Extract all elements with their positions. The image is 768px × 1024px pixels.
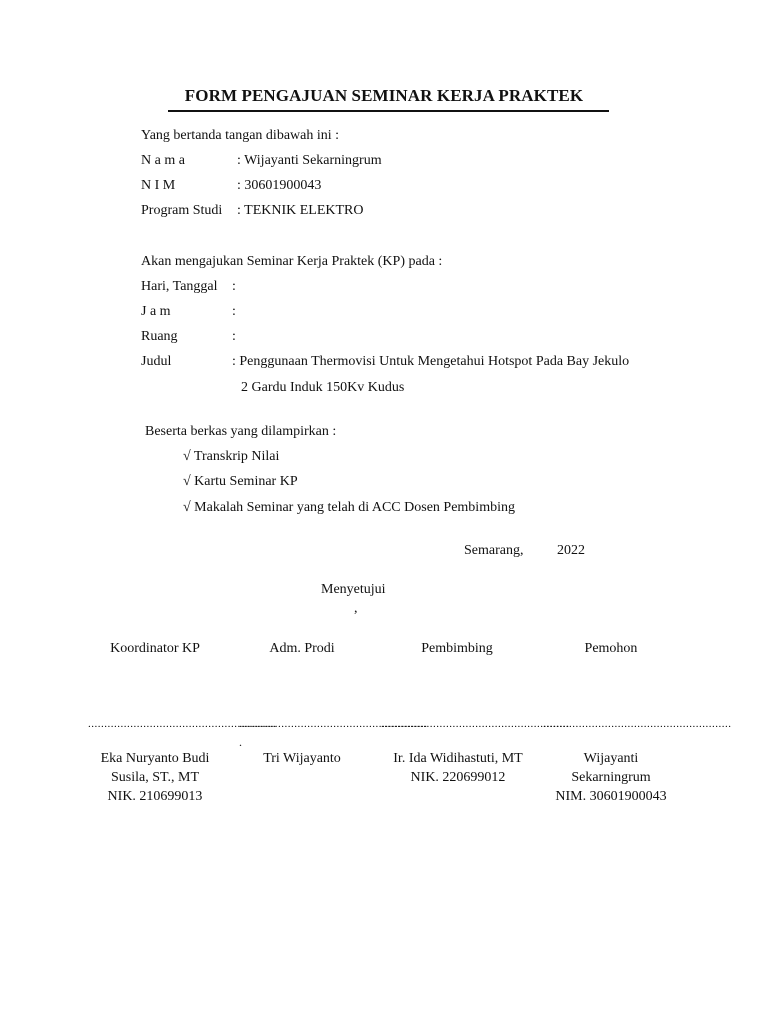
approval-text: Menyetujui <box>321 582 386 597</box>
seminar-intro: Akan mengajukan Seminar Kerja Praktek (KP) pada : <box>141 254 443 269</box>
intro-text: Yang bertanda tangan dibawah ini : <box>141 128 340 143</box>
name-value: : Wijayanti Sekarningrum <box>237 153 382 168</box>
signature-line-adm-prodi: .......................................................... <box>239 718 428 730</box>
signature-line-koordinator: .......................................................... <box>88 718 277 730</box>
role-pembimbing: Pembimbing <box>421 641 493 656</box>
judul-value-line1: : Penggunaan Thermovisi Untuk Mengetahui Hotspot Pada Bay Jekulo <box>232 354 630 369</box>
title-underline <box>168 110 609 112</box>
attachment-item: √ Transkrip Nilai <box>183 449 280 464</box>
approval-mark: , <box>354 601 358 616</box>
nim-value: : 30601900043 <box>237 178 322 193</box>
role-koordinator: Koordinator KP <box>110 641 200 656</box>
signature-line-pemohon: .......................................................... <box>543 718 732 730</box>
date-value: : <box>232 279 236 294</box>
time-value: : <box>232 304 236 319</box>
place-text: Semarang, <box>464 543 524 558</box>
nim-label: N I M <box>141 178 176 193</box>
room-label: Ruang <box>141 329 178 344</box>
signatory-koordinator <box>85 752 225 809</box>
signatory-name-line: Sekarningrum <box>571 770 651 785</box>
signatory-name-line: Susila, ST., MT <box>110 770 200 785</box>
signature-line-pembimbing: .......................................................... <box>381 718 570 730</box>
signatory-name-line: Wijayanti <box>583 751 639 766</box>
role-adm-prodi: Adm. Prodi <box>269 641 335 656</box>
signatory-adm-prodi <box>232 752 372 771</box>
signatory-id: NIK. 210699013 <box>107 789 203 804</box>
time-label: J a m <box>141 304 171 319</box>
role-pemohon: Pemohon <box>584 641 638 656</box>
stray-mark: . <box>239 735 242 749</box>
signatory-id: NIK. 220699012 <box>410 770 506 785</box>
signatory-pemohon <box>541 752 681 809</box>
prodi-label: Program Studi <box>141 203 223 218</box>
name-label: N a m a <box>141 153 185 168</box>
attachment-item: √ Kartu Seminar KP <box>183 474 298 489</box>
page-title: FORM PENGAJUAN SEMINAR KERJA PRAKTEK <box>184 86 584 105</box>
signatory-name-line: Tri Wijayanto <box>263 751 341 766</box>
prodi-value: : TEKNIK ELEKTRO <box>237 203 364 218</box>
signatory-pembimbing <box>385 752 531 790</box>
judul-label: Judul <box>141 354 172 369</box>
attachment-item: √ Makalah Seminar yang telah di ACC Dosen Pembimbing <box>183 500 515 515</box>
attachments-intro: Beserta berkas yang dilampirkan : <box>145 424 337 439</box>
room-value: : <box>232 329 236 344</box>
signatory-name-line: Ir. Ida Widihastuti, MT <box>393 751 523 766</box>
judul-value-line2: 2 Gardu Induk 150Kv Kudus <box>241 380 405 395</box>
year-text: 2022 <box>557 543 585 558</box>
signatory-name-line: Eka Nuryanto Budi <box>100 751 210 766</box>
signatory-id: NIM. 30601900043 <box>555 789 667 804</box>
date-label: Hari, Tanggal <box>141 279 218 294</box>
